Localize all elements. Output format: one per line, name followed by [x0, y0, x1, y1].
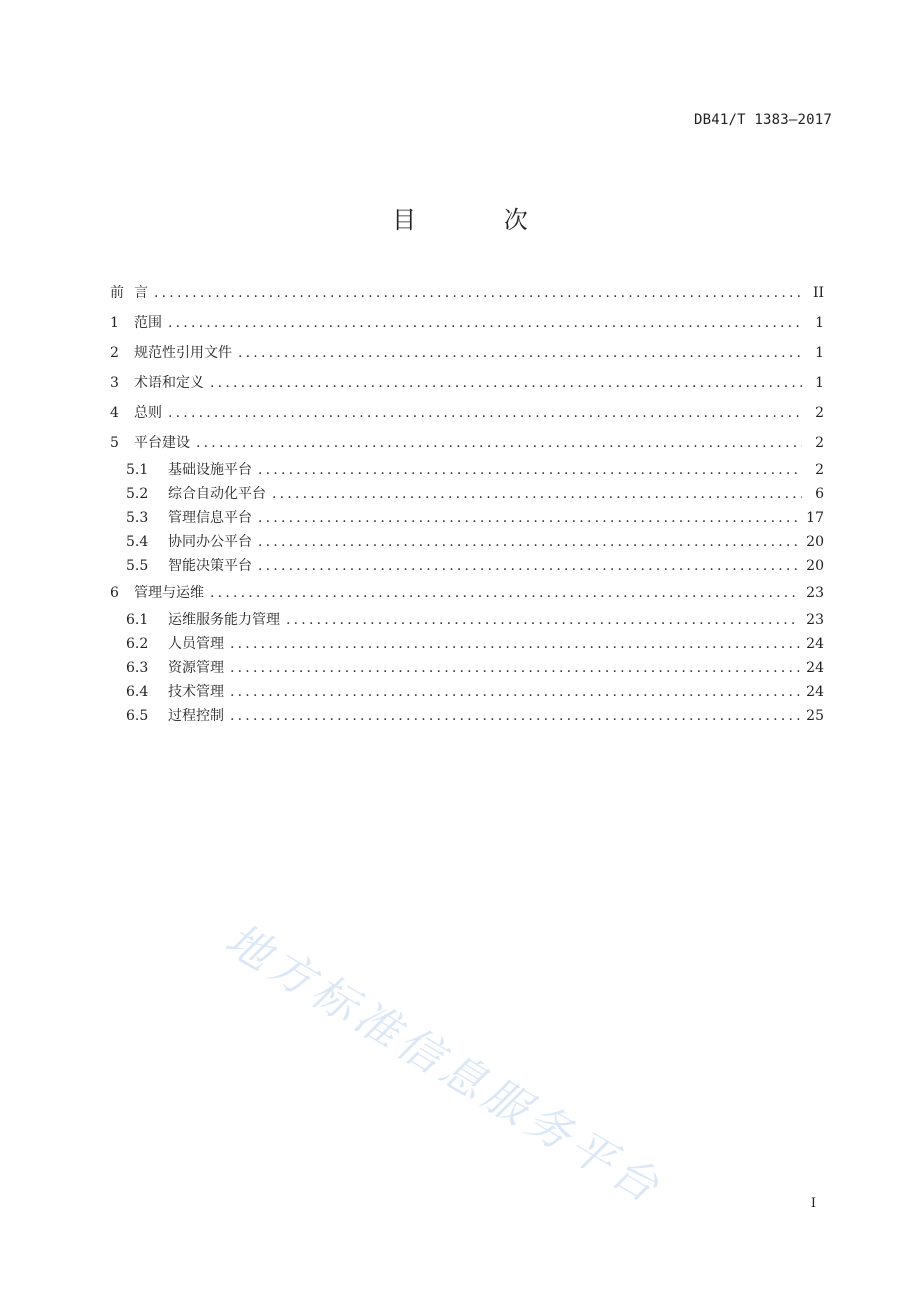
page-title: 目 次 — [392, 206, 568, 234]
toc-entry-label: 协同办公平台 — [168, 534, 252, 550]
page-number: I — [810, 1196, 816, 1211]
toc-entry[interactable] — [110, 278, 824, 308]
toc-entry[interactable] — [110, 680, 824, 704]
toc-entry-page: 20 — [806, 558, 824, 574]
toc-entry[interactable] — [110, 398, 824, 428]
toc-entry[interactable] — [110, 578, 824, 608]
toc-entry-page: 23 — [806, 612, 824, 628]
toc-entry[interactable] — [110, 608, 824, 632]
toc-entry-page: 17 — [806, 510, 824, 526]
dot-leader — [196, 428, 802, 458]
toc-entry-page: II — [812, 285, 824, 301]
dot-leader — [154, 278, 802, 308]
dot-leader — [238, 338, 802, 368]
dot-leader — [230, 632, 800, 656]
toc-entry-label: 言 — [134, 285, 148, 301]
dot-leader — [210, 578, 800, 608]
dot-leader — [230, 656, 800, 680]
toc-entry-label: 术语和定义 — [134, 375, 204, 391]
toc-entry[interactable] — [110, 656, 824, 680]
dot-leader — [272, 482, 802, 506]
toc-entry[interactable] — [110, 506, 824, 530]
toc-entry-page: 20 — [806, 534, 824, 550]
toc-entry-label: 总则 — [134, 405, 162, 421]
toc-entry[interactable] — [110, 530, 824, 554]
toc-entry-number: 6.3 — [126, 660, 149, 676]
toc-entry[interactable] — [110, 458, 824, 482]
document-code: DB41/T 1383—2017 — [693, 112, 832, 128]
toc-entry[interactable] — [110, 428, 824, 458]
toc-entry-page: 1 — [815, 345, 824, 361]
dot-leader — [210, 368, 802, 398]
toc-entry-number: 5.3 — [126, 510, 149, 526]
toc-entry-number: 5.5 — [126, 558, 149, 574]
toc-entry-label: 管理与运维 — [134, 585, 204, 601]
toc-entry-number: 6.5 — [126, 708, 149, 724]
toc-entry[interactable] — [110, 554, 824, 578]
toc-entry-label: 资源管理 — [168, 660, 224, 676]
toc-entry-page: 24 — [806, 684, 824, 700]
toc-entry-number: 1 — [110, 315, 119, 331]
dot-leader — [258, 458, 802, 482]
watermark: 地方标准信息服务平台 — [216, 913, 672, 1216]
toc-entry-number: 3 — [110, 375, 119, 391]
toc-entry-number: 5.2 — [126, 486, 149, 502]
toc-entry-page: 2 — [815, 435, 824, 451]
toc-entry-number: 5 — [110, 435, 119, 451]
dot-leader — [258, 554, 800, 578]
toc-entry-page: 23 — [806, 585, 824, 601]
toc-entry-number: 2 — [110, 345, 119, 361]
toc-entry[interactable] — [110, 308, 824, 338]
toc-entry-page: 2 — [815, 462, 824, 478]
toc-entry-number: 5.1 — [126, 462, 149, 478]
toc-entry[interactable] — [110, 704, 824, 728]
toc-entry-label: 过程控制 — [168, 708, 224, 724]
toc-entry-label: 基础设施平台 — [168, 462, 252, 478]
dot-leader — [258, 530, 800, 554]
dot-leader — [168, 308, 802, 338]
toc-entry-page: 2 — [815, 405, 824, 421]
toc-entry[interactable] — [110, 368, 824, 398]
toc-entry-label: 技术管理 — [168, 684, 224, 700]
toc-entry-label: 人员管理 — [168, 636, 224, 652]
toc-entry-label: 智能决策平台 — [168, 558, 252, 574]
toc-entry-page: 1 — [815, 315, 824, 331]
dot-leader — [230, 704, 800, 728]
toc-entry-number: 5.4 — [126, 534, 149, 550]
toc-entry-label: 综合自动化平台 — [168, 486, 266, 502]
toc-entry-label: 范围 — [134, 315, 162, 331]
table-of-contents — [110, 278, 824, 728]
toc-entry-label: 运维服务能力管理 — [168, 612, 280, 628]
toc-entry-number: 6.4 — [126, 684, 149, 700]
toc-entry-number: 6.2 — [126, 636, 149, 652]
toc-entry-number: 4 — [110, 405, 119, 421]
toc-entry[interactable] — [110, 632, 824, 656]
toc-entry-label: 平台建设 — [134, 435, 190, 451]
toc-entry-label: 管理信息平台 — [168, 510, 252, 526]
dot-leader — [230, 680, 800, 704]
toc-entry-label: 规范性引用文件 — [134, 345, 232, 361]
toc-entry[interactable] — [110, 482, 824, 506]
toc-entry-number: 6.1 — [126, 612, 149, 628]
toc-entry-number: 前 — [110, 285, 124, 301]
toc-entry-page: 25 — [806, 708, 824, 724]
dot-leader — [286, 608, 800, 632]
toc-entry-page: 6 — [815, 486, 824, 502]
toc-entry-number: 6 — [110, 585, 119, 601]
toc-entry-page: 1 — [815, 375, 824, 391]
toc-entry-page: 24 — [806, 660, 824, 676]
toc-entry-page: 24 — [806, 636, 824, 652]
dot-leader — [168, 398, 802, 428]
toc-entry[interactable] — [110, 338, 824, 368]
dot-leader — [258, 506, 800, 530]
